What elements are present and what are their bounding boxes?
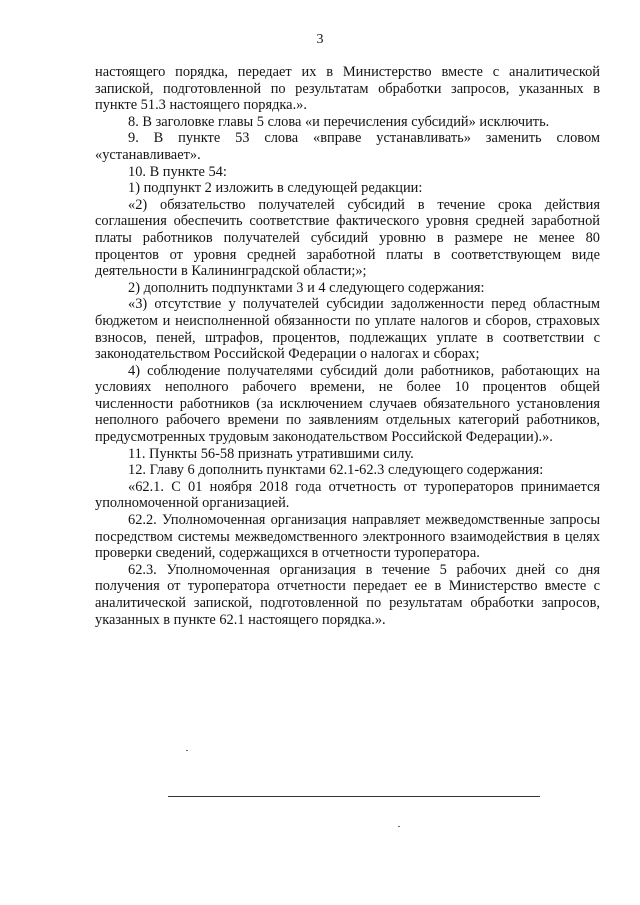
paragraph-item-10: 10. В пункте 54:: [128, 163, 227, 180]
paragraph-item-9: 9. В пункте 53 слова «вправе устанавливать» заменить словом «устанавливает».: [95, 130, 600, 163]
paragraph-62-3: 62.3. Уполномоченная организация в течение 5 рабочих дней со дня получения от туроператора отчетности передает ее в Министерство вместе с аналитической запиской, подготовленной по результатам обработки запросов, указанных в пункте 62.1 настоящего порядка.».: [95, 561, 600, 628]
paragraph-62-1: «62.1. С 01 ноября 2018 года отчетность от туроператоров принимается уполномоченной организацией.: [95, 478, 600, 512]
paragraph-quote-4: 4) соблюдение получателями субсидий доли работников, работающих на условиях неполного рабочего времени, не более 10 процентов общей численности работников (за исключением случаев обязательного установления неполного рабочего времени по заявлениям отдельных категорий работников, предусмотренных трудовым законодательством Российской Федерации).».: [95, 362, 600, 446]
document-body: [95, 64, 600, 628]
paragraph-continuation: настоящего порядка, передает их в Министерство вместе с аналитической запиской, подготовленной по результатам обработки запросов, указанных в пункте 51.3 настоящего порядка.».: [95, 64, 600, 114]
paragraph-subitem-2: 2) дополнить подпунктами 3 и 4 следующего содержания:: [128, 279, 485, 296]
page-number: 3: [316, 32, 324, 47]
signature-line: [168, 796, 540, 797]
paragraph-item-12: 12. Главу 6 дополнить пунктами 62.1-62.3 следующего содержания:: [128, 462, 544, 479]
scan-speck: [398, 826, 400, 827]
scan-speck: [186, 750, 188, 751]
paragraph-item-11: 11. Пункты 56-58 признать утратившими силу.: [128, 445, 414, 462]
paragraph-quote-2: «2) обязательство получателей субсидий в течение срока действия соглашения обеспечить соответствие фактического уровня средней заработной платы работников получателей субсидий уровню в размере не менее 80 процентов от уровня средней заработной платы в соответствующем виде деятельности в Калининградской области;»;: [95, 196, 600, 280]
paragraph-item-8: 8. В заголовке главы 5 слова «и перечисления субсидий» исключить.: [128, 113, 550, 130]
paragraph-quote-3: «3) отсутствие у получателей субсидии задолженности перед областным бюджетом и неисполненной обязанности по уплате налогов и сборов, страховых взносов, пеней, штрафов, процентов, подлежащих уплате в соответствии с законодательством Российской Федерации о налогах и сборах;: [95, 296, 600, 363]
paragraph-62-2: 62.2. Уполномоченная организация направляет межведомственные запросы посредством системы межведомственного электронного взаимодействия в целях проверки сведений, содержащихся в отчетности туроператора.: [95, 512, 600, 562]
paragraph-subitem-1: 1) подпункт 2 изложить в следующей редакции:: [128, 180, 423, 197]
